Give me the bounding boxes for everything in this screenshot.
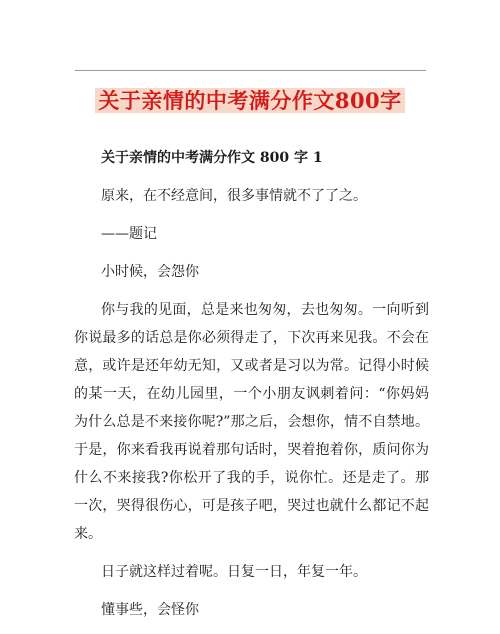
paragraph-subtitle-growing: 懂事些，会怪你	[101, 602, 199, 618]
document-title	[0, 86, 500, 116]
document-body	[74, 144, 431, 634]
paragraph-intro: 原来，在不经意间，很多事情就不了了之。	[101, 188, 367, 204]
header-rule	[75, 70, 426, 71]
paragraph-days: 日子就这样过着呢。日复一日，年复一年。	[101, 564, 367, 580]
document-title-text: 关于亲情的中考满分作文800字	[95, 88, 404, 113]
paragraph-main: 你与我的见面，总是来也匆匆，去也匆匆。一向听到你说最多的话总是你必须得走了，下次再来见我。不会在意，或许是还年幼无知，又或者是习以为常。记得小时候的某一天，在幼儿园里，一个小朋友讽刺着问：“你妈妈为什么总是不来接你呢?”那之后，会想你，情不自禁地。于是，你来看我再说着那句话时，哭着抱着你，质问你为什么不来接我?你松开了我的手，说你忙。还是走了。那一次，哭得很伤心，可是孩子吧，哭过也就什么都记不起来。	[74, 302, 429, 542]
paragraph-epigraph: ——题记	[101, 226, 157, 242]
section-heading: 关于亲情的中考满分作文 800 字 1	[101, 150, 323, 166]
paragraph-subtitle-childhood: 小时候，会怨你	[101, 264, 199, 280]
